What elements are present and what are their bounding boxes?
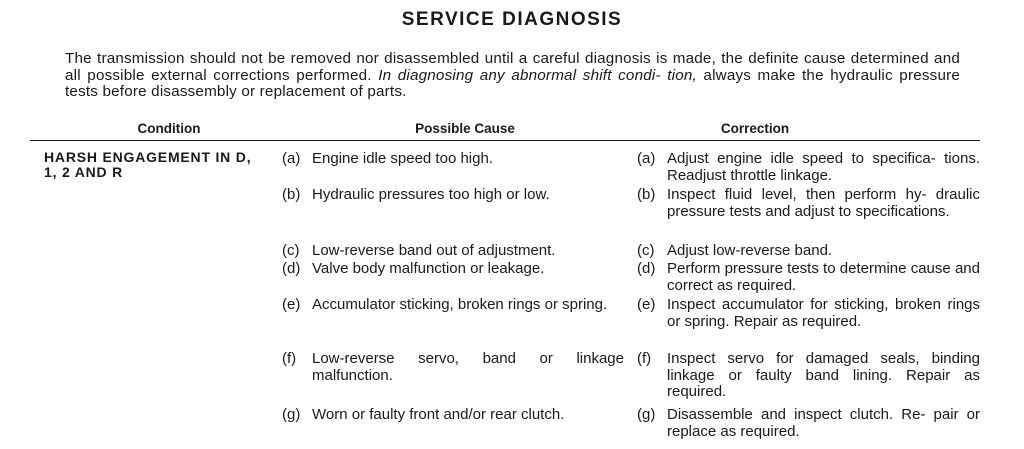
intro-italic-text: In diagnosing any abnormal shift condi- tion, <box>378 66 697 84</box>
intro-paragraph <box>65 51 960 101</box>
correction-text: Inspect accumulator for sticking, broken rings or spring. Repair as required. <box>667 296 980 330</box>
cause-item <box>282 297 624 314</box>
intro-text-end: always make the hydraulic pressure tests before disassembly or replacement of parts. <box>65 66 961 100</box>
correction-item <box>637 297 980 330</box>
cause-item <box>282 151 624 168</box>
correction-item <box>637 187 980 220</box>
header-condition: Condition <box>137 121 201 136</box>
cause-label: (g) <box>282 406 301 423</box>
cause-label: (e) <box>282 296 301 313</box>
header-divider <box>30 140 980 141</box>
correction-label: (f) <box>637 350 652 367</box>
cause-text: Valve body malfunction or leakage. <box>312 260 545 277</box>
correction-label: (g) <box>637 406 656 423</box>
cause-text: Worn or faulty front and/or rear clutch. <box>312 406 565 423</box>
cause-label: (a) <box>282 150 301 167</box>
correction-text: Adjust engine idle speed to specifica- tions. Readjust throttle linkage. <box>667 150 980 184</box>
correction-text: Inspect servo for damaged seals, binding linkage or faulty band lining. Repair as required. <box>667 350 980 400</box>
correction-text: Inspect fluid level, then perform hy- draulic pressure tests and adjust to specifications. <box>667 186 980 220</box>
cause-text: Low-reverse servo, band or linkage malfunction. <box>312 350 624 384</box>
cause-label: (f) <box>282 350 297 367</box>
correction-item <box>637 351 980 401</box>
correction-label: (c) <box>637 242 655 259</box>
cause-text: Hydraulic pressures too high or low. <box>312 186 550 203</box>
page-title: SERVICE DIAGNOSIS <box>401 9 623 30</box>
cause-item <box>282 351 624 384</box>
cause-item <box>282 187 624 204</box>
correction-label: (e) <box>637 296 656 313</box>
condition-cell: HARSH ENGAGEMENT IN D, 1, 2 AND R <box>44 149 252 180</box>
correction-text: Adjust low-reverse band. <box>667 242 833 259</box>
cause-item <box>282 407 624 424</box>
correction-item <box>637 261 980 294</box>
correction-item <box>637 151 980 184</box>
cause-label: (c) <box>282 242 300 259</box>
cause-text: Engine idle speed too high. <box>312 150 493 167</box>
correction-text: Disassemble and inspect clutch. Re- pair or replace as required. <box>667 406 980 440</box>
cause-text: Low-reverse band out of adjustment. <box>312 242 556 259</box>
cause-label: (d) <box>282 260 301 277</box>
correction-label: (a) <box>637 150 656 167</box>
correction-item <box>637 407 980 440</box>
correction-label: (b) <box>637 186 656 203</box>
intro-text: The transmission should not be removed nor disassembled until a careful diagnosis is made, the definite cause determined and all possible external corrections performed. <box>65 50 960 84</box>
header-correction: Correction <box>720 121 790 136</box>
cause-item <box>282 243 624 260</box>
correction-item <box>637 243 980 260</box>
header-possible-cause: Possible Cause <box>415 121 515 136</box>
cause-text: Accumulator sticking, broken rings or spring. <box>312 296 608 313</box>
cause-label: (b) <box>282 186 301 203</box>
correction-label: (d) <box>637 260 656 277</box>
correction-text: Perform pressure tests to determine cause and correct as required. <box>667 260 980 294</box>
cause-item <box>282 261 624 278</box>
